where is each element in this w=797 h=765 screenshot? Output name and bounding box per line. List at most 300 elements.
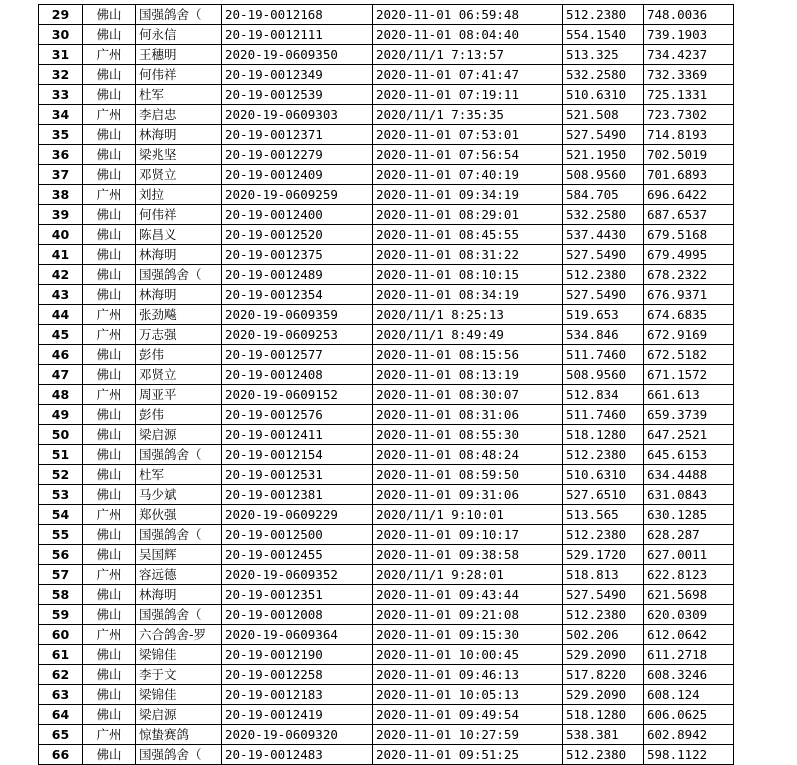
- rank-cell: 46: [39, 345, 83, 365]
- owner-cell: 李于文: [136, 665, 222, 685]
- rank-cell: 56: [39, 545, 83, 565]
- rank-cell: 66: [39, 745, 83, 765]
- ring-number-cell: 20-19-0012349: [222, 65, 373, 85]
- speed-cell: 674.6835: [644, 305, 734, 325]
- arrival-time-cell: 2020-11-01 10:00:45: [373, 645, 563, 665]
- owner-cell: 容远德: [136, 565, 222, 585]
- rank-cell: 63: [39, 685, 83, 705]
- table-row: [39, 105, 734, 125]
- owner-cell: 国强鸽舍（: [136, 605, 222, 625]
- ring-number-cell: 20-19-0012351: [222, 585, 373, 605]
- ring-number-cell: 2020-19-0609253: [222, 325, 373, 345]
- arrival-time-cell: 2020-11-01 10:05:13: [373, 685, 563, 705]
- ring-number-cell: 20-19-0012111: [222, 25, 373, 45]
- distance-cell: 512.2380: [563, 525, 644, 545]
- rank-cell: 38: [39, 185, 83, 205]
- region-cell: 佛山: [83, 25, 136, 45]
- ring-number-cell: 20-19-0012500: [222, 525, 373, 545]
- distance-cell: 508.9560: [563, 365, 644, 385]
- owner-cell: 惊蛰赛鸽: [136, 725, 222, 745]
- owner-cell: 国强鸽舍（: [136, 5, 222, 25]
- table-row: [39, 305, 734, 325]
- rank-cell: 60: [39, 625, 83, 645]
- arrival-time-cell: 2020/11/1 8:49:49: [373, 325, 563, 345]
- table-row: [39, 745, 734, 765]
- rank-cell: 40: [39, 225, 83, 245]
- table-row: [39, 725, 734, 745]
- region-cell: 广州: [83, 385, 136, 405]
- owner-cell: 林海明: [136, 285, 222, 305]
- owner-cell: 国强鸽舍（: [136, 745, 222, 765]
- distance-cell: 510.6310: [563, 85, 644, 105]
- distance-cell: 512.2380: [563, 745, 644, 765]
- table-row: [39, 625, 734, 645]
- region-cell: 广州: [83, 45, 136, 65]
- owner-cell: 张劲飚: [136, 305, 222, 325]
- region-cell: 佛山: [83, 205, 136, 225]
- arrival-time-cell: 2020/11/1 9:28:01: [373, 565, 563, 585]
- arrival-time-cell: 2020-11-01 08:48:24: [373, 445, 563, 465]
- speed-cell: 679.4995: [644, 245, 734, 265]
- speed-cell: 611.2718: [644, 645, 734, 665]
- owner-cell: 何伟祥: [136, 205, 222, 225]
- ring-number-cell: 20-19-0012520: [222, 225, 373, 245]
- arrival-time-cell: 2020-11-01 07:53:01: [373, 125, 563, 145]
- region-cell: 广州: [83, 325, 136, 345]
- region-cell: 佛山: [83, 285, 136, 305]
- region-cell: 佛山: [83, 745, 136, 765]
- table-row: [39, 505, 734, 525]
- distance-cell: 513.565: [563, 505, 644, 525]
- speed-cell: 606.0625: [644, 705, 734, 725]
- owner-cell: 彭伟: [136, 345, 222, 365]
- owner-cell: 邓贤立: [136, 365, 222, 385]
- distance-cell: 584.705: [563, 185, 644, 205]
- ring-number-cell: 2020-19-0609259: [222, 185, 373, 205]
- ring-number-cell: 20-19-0012168: [222, 5, 373, 25]
- distance-cell: 554.1540: [563, 25, 644, 45]
- distance-cell: 527.5490: [563, 585, 644, 605]
- region-cell: 佛山: [83, 65, 136, 85]
- region-cell: 广州: [83, 725, 136, 745]
- table-row: [39, 585, 734, 605]
- speed-cell: 676.9371: [644, 285, 734, 305]
- owner-cell: 林海明: [136, 245, 222, 265]
- table-row: [39, 645, 734, 665]
- arrival-time-cell: 2020-11-01 09:34:19: [373, 185, 563, 205]
- distance-cell: 511.7460: [563, 405, 644, 425]
- arrival-time-cell: 2020-11-01 08:31:22: [373, 245, 563, 265]
- arrival-time-cell: 2020/11/1 9:10:01: [373, 505, 563, 525]
- ring-number-cell: 20-19-0012183: [222, 685, 373, 705]
- arrival-time-cell: 2020-11-01 09:46:13: [373, 665, 563, 685]
- speed-cell: 628.287: [644, 525, 734, 545]
- owner-cell: 陈昌义: [136, 225, 222, 245]
- region-cell: 广州: [83, 565, 136, 585]
- speed-cell: 748.0036: [644, 5, 734, 25]
- distance-cell: 512.2380: [563, 605, 644, 625]
- table-row: [39, 685, 734, 705]
- owner-cell: 六合鸽舍-罗: [136, 625, 222, 645]
- rank-cell: 49: [39, 405, 83, 425]
- region-cell: 佛山: [83, 605, 136, 625]
- owner-cell: 周亚平: [136, 385, 222, 405]
- rank-cell: 35: [39, 125, 83, 145]
- speed-cell: 725.1331: [644, 85, 734, 105]
- speed-cell: 659.3739: [644, 405, 734, 425]
- speed-cell: 622.8123: [644, 565, 734, 585]
- ring-number-cell: 20-19-0012576: [222, 405, 373, 425]
- table-row: [39, 265, 734, 285]
- region-cell: 佛山: [83, 265, 136, 285]
- table-row: [39, 545, 734, 565]
- owner-cell: 李启忠: [136, 105, 222, 125]
- speed-cell: 696.6422: [644, 185, 734, 205]
- owner-cell: 刘拉: [136, 185, 222, 205]
- region-cell: 佛山: [83, 705, 136, 725]
- speed-cell: 612.0642: [644, 625, 734, 645]
- arrival-time-cell: 2020-11-01 08:31:06: [373, 405, 563, 425]
- distance-cell: 512.2380: [563, 5, 644, 25]
- region-cell: 佛山: [83, 245, 136, 265]
- ring-number-cell: 20-19-0012381: [222, 485, 373, 505]
- arrival-time-cell: 2020-11-01 09:38:58: [373, 545, 563, 565]
- distance-cell: 529.1720: [563, 545, 644, 565]
- region-cell: 佛山: [83, 445, 136, 465]
- owner-cell: 梁兆坚: [136, 145, 222, 165]
- rank-cell: 43: [39, 285, 83, 305]
- ring-number-cell: 20-19-0012455: [222, 545, 373, 565]
- rank-cell: 41: [39, 245, 83, 265]
- speed-cell: 734.4237: [644, 45, 734, 65]
- results-table: [38, 4, 734, 765]
- rank-cell: 58: [39, 585, 83, 605]
- owner-cell: 国强鸽舍（: [136, 525, 222, 545]
- table-row: [39, 5, 734, 25]
- rank-cell: 36: [39, 145, 83, 165]
- ring-number-cell: 20-19-0012371: [222, 125, 373, 145]
- ring-number-cell: 20-19-0012409: [222, 165, 373, 185]
- arrival-time-cell: 2020-11-01 08:34:19: [373, 285, 563, 305]
- arrival-time-cell: 2020-11-01 07:41:47: [373, 65, 563, 85]
- region-cell: 佛山: [83, 365, 136, 385]
- table-row: [39, 185, 734, 205]
- speed-cell: 631.0843: [644, 485, 734, 505]
- distance-cell: 519.653: [563, 305, 644, 325]
- rank-cell: 34: [39, 105, 83, 125]
- table-row: [39, 485, 734, 505]
- arrival-time-cell: 2020-11-01 08:10:15: [373, 265, 563, 285]
- speed-cell: 602.8942: [644, 725, 734, 745]
- owner-cell: 何伟祥: [136, 65, 222, 85]
- owner-cell: 马少斌: [136, 485, 222, 505]
- distance-cell: 527.5490: [563, 245, 644, 265]
- owner-cell: 梁启源: [136, 705, 222, 725]
- rank-cell: 55: [39, 525, 83, 545]
- ring-number-cell: 20-19-0012531: [222, 465, 373, 485]
- region-cell: 广州: [83, 185, 136, 205]
- table-row: [39, 325, 734, 345]
- distance-cell: 529.2090: [563, 645, 644, 665]
- speed-cell: 608.3246: [644, 665, 734, 685]
- distance-cell: 529.2090: [563, 685, 644, 705]
- table-row: [39, 25, 734, 45]
- distance-cell: 527.6510: [563, 485, 644, 505]
- rank-cell: 62: [39, 665, 83, 685]
- owner-cell: 梁锦佳: [136, 645, 222, 665]
- speed-cell: 645.6153: [644, 445, 734, 465]
- rank-cell: 53: [39, 485, 83, 505]
- arrival-time-cell: 2020-11-01 07:19:11: [373, 85, 563, 105]
- ring-number-cell: 2020-19-0609350: [222, 45, 373, 65]
- rank-cell: 30: [39, 25, 83, 45]
- ring-number-cell: 20-19-0012279: [222, 145, 373, 165]
- arrival-time-cell: 2020-11-01 08:29:01: [373, 205, 563, 225]
- distance-cell: 508.9560: [563, 165, 644, 185]
- owner-cell: 万志强: [136, 325, 222, 345]
- table-row: [39, 285, 734, 305]
- owner-cell: 梁锦佳: [136, 685, 222, 705]
- table-row: [39, 145, 734, 165]
- owner-cell: 国强鸽舍（: [136, 445, 222, 465]
- arrival-time-cell: 2020-11-01 08:13:19: [373, 365, 563, 385]
- region-cell: 佛山: [83, 485, 136, 505]
- owner-cell: 国强鸽舍（: [136, 265, 222, 285]
- distance-cell: 517.8220: [563, 665, 644, 685]
- table-body: [39, 5, 734, 765]
- distance-cell: 537.4430: [563, 225, 644, 245]
- arrival-time-cell: 2020-11-01 08:15:56: [373, 345, 563, 365]
- table-row: [39, 605, 734, 625]
- owner-cell: 郑伙强: [136, 505, 222, 525]
- table-row: [39, 445, 734, 465]
- speed-cell: 661.613: [644, 385, 734, 405]
- arrival-time-cell: 2020-11-01 09:15:30: [373, 625, 563, 645]
- distance-cell: 511.7460: [563, 345, 644, 365]
- distance-cell: 532.2580: [563, 205, 644, 225]
- table-row: [39, 465, 734, 485]
- distance-cell: 521.1950: [563, 145, 644, 165]
- speed-cell: 739.1903: [644, 25, 734, 45]
- arrival-time-cell: 2020-11-01 07:40:19: [373, 165, 563, 185]
- rank-cell: 61: [39, 645, 83, 665]
- rank-cell: 42: [39, 265, 83, 285]
- owner-cell: 杜军: [136, 465, 222, 485]
- distance-cell: 527.5490: [563, 285, 644, 305]
- distance-cell: 521.508: [563, 105, 644, 125]
- arrival-time-cell: 2020-11-01 09:21:08: [373, 605, 563, 625]
- rank-cell: 48: [39, 385, 83, 405]
- region-cell: 佛山: [83, 525, 136, 545]
- arrival-time-cell: 2020/11/1 8:25:13: [373, 305, 563, 325]
- owner-cell: 林海明: [136, 125, 222, 145]
- speed-cell: 620.0309: [644, 605, 734, 625]
- table-row: [39, 245, 734, 265]
- speed-cell: 627.0011: [644, 545, 734, 565]
- distance-cell: 513.325: [563, 45, 644, 65]
- table-row: [39, 705, 734, 725]
- ring-number-cell: 2020-19-0609229: [222, 505, 373, 525]
- region-cell: 佛山: [83, 125, 136, 145]
- arrival-time-cell: 2020-11-01 09:10:17: [373, 525, 563, 545]
- arrival-time-cell: 2020-11-01 08:59:50: [373, 465, 563, 485]
- rank-cell: 32: [39, 65, 83, 85]
- speed-cell: 723.7302: [644, 105, 734, 125]
- arrival-time-cell: 2020-11-01 08:45:55: [373, 225, 563, 245]
- speed-cell: 630.1285: [644, 505, 734, 525]
- speed-cell: 647.2521: [644, 425, 734, 445]
- table-row: [39, 225, 734, 245]
- speed-cell: 672.9169: [644, 325, 734, 345]
- region-cell: 广州: [83, 625, 136, 645]
- arrival-time-cell: 2020-11-01 08:55:30: [373, 425, 563, 445]
- region-cell: 佛山: [83, 405, 136, 425]
- rank-cell: 51: [39, 445, 83, 465]
- speed-cell: 714.8193: [644, 125, 734, 145]
- table-row: [39, 345, 734, 365]
- distance-cell: 510.6310: [563, 465, 644, 485]
- owner-cell: 梁启源: [136, 425, 222, 445]
- speed-cell: 702.5019: [644, 145, 734, 165]
- arrival-time-cell: 2020/11/1 7:13:57: [373, 45, 563, 65]
- region-cell: 佛山: [83, 165, 136, 185]
- distance-cell: 518.813: [563, 565, 644, 585]
- region-cell: 佛山: [83, 545, 136, 565]
- ring-number-cell: 2020-19-0609320: [222, 725, 373, 745]
- arrival-time-cell: 2020-11-01 09:43:44: [373, 585, 563, 605]
- table-row: [39, 85, 734, 105]
- arrival-time-cell: 2020-11-01 07:56:54: [373, 145, 563, 165]
- table-row: [39, 65, 734, 85]
- ring-number-cell: 20-19-0012258: [222, 665, 373, 685]
- ring-number-cell: 20-19-0012419: [222, 705, 373, 725]
- owner-cell: 邓贤立: [136, 165, 222, 185]
- ring-number-cell: 20-19-0012400: [222, 205, 373, 225]
- speed-cell: 687.6537: [644, 205, 734, 225]
- region-cell: 佛山: [83, 225, 136, 245]
- table-row: [39, 365, 734, 385]
- distance-cell: 538.381: [563, 725, 644, 745]
- rank-cell: 31: [39, 45, 83, 65]
- region-cell: 广州: [83, 105, 136, 125]
- rank-cell: 52: [39, 465, 83, 485]
- arrival-time-cell: 2020-11-01 08:30:07: [373, 385, 563, 405]
- region-cell: 佛山: [83, 5, 136, 25]
- distance-cell: 518.1280: [563, 425, 644, 445]
- distance-cell: 534.846: [563, 325, 644, 345]
- speed-cell: 732.3369: [644, 65, 734, 85]
- region-cell: 佛山: [83, 665, 136, 685]
- table-row: [39, 665, 734, 685]
- rank-cell: 65: [39, 725, 83, 745]
- region-cell: 佛山: [83, 645, 136, 665]
- region-cell: 广州: [83, 305, 136, 325]
- table-row: [39, 565, 734, 585]
- ring-number-cell: 20-19-0012154: [222, 445, 373, 465]
- distance-cell: 518.1280: [563, 705, 644, 725]
- owner-cell: 吴国辉: [136, 545, 222, 565]
- distance-cell: 502.206: [563, 625, 644, 645]
- owner-cell: 王穗明: [136, 45, 222, 65]
- ring-number-cell: 2020-19-0609364: [222, 625, 373, 645]
- rank-cell: 44: [39, 305, 83, 325]
- rank-cell: 54: [39, 505, 83, 525]
- region-cell: 广州: [83, 505, 136, 525]
- ring-number-cell: 20-19-0012375: [222, 245, 373, 265]
- region-cell: 佛山: [83, 85, 136, 105]
- owner-cell: 林海明: [136, 585, 222, 605]
- ring-number-cell: 20-19-0012408: [222, 365, 373, 385]
- table-row: [39, 525, 734, 545]
- region-cell: 佛山: [83, 425, 136, 445]
- arrival-time-cell: 2020-11-01 08:04:40: [373, 25, 563, 45]
- rank-cell: 33: [39, 85, 83, 105]
- speed-cell: 678.2322: [644, 265, 734, 285]
- table-row: [39, 425, 734, 445]
- owner-cell: 彭伟: [136, 405, 222, 425]
- speed-cell: 672.5182: [644, 345, 734, 365]
- ring-number-cell: 20-19-0012539: [222, 85, 373, 105]
- arrival-time-cell: 2020-11-01 10:27:59: [373, 725, 563, 745]
- ring-number-cell: 20-19-0012190: [222, 645, 373, 665]
- speed-cell: 608.124: [644, 685, 734, 705]
- rank-cell: 50: [39, 425, 83, 445]
- ring-number-cell: 20-19-0012411: [222, 425, 373, 445]
- arrival-time-cell: 2020-11-01 06:59:48: [373, 5, 563, 25]
- rank-cell: 47: [39, 365, 83, 385]
- speed-cell: 621.5698: [644, 585, 734, 605]
- table-row: [39, 125, 734, 145]
- rank-cell: 59: [39, 605, 83, 625]
- distance-cell: 512.834: [563, 385, 644, 405]
- speed-cell: 598.1122: [644, 745, 734, 765]
- rank-cell: 39: [39, 205, 83, 225]
- table-row: [39, 45, 734, 65]
- region-cell: 佛山: [83, 585, 136, 605]
- distance-cell: 512.2380: [563, 445, 644, 465]
- arrival-time-cell: 2020-11-01 09:31:06: [373, 485, 563, 505]
- region-cell: 佛山: [83, 145, 136, 165]
- owner-cell: 何永信: [136, 25, 222, 45]
- distance-cell: 512.2380: [563, 265, 644, 285]
- ring-number-cell: 20-19-0012489: [222, 265, 373, 285]
- rank-cell: 57: [39, 565, 83, 585]
- speed-cell: 634.4488: [644, 465, 734, 485]
- ring-number-cell: 20-19-0012577: [222, 345, 373, 365]
- arrival-time-cell: 2020-11-01 09:51:25: [373, 745, 563, 765]
- region-cell: 佛山: [83, 345, 136, 365]
- speed-cell: 701.6893: [644, 165, 734, 185]
- owner-cell: 杜军: [136, 85, 222, 105]
- speed-cell: 679.5168: [644, 225, 734, 245]
- arrival-time-cell: 2020/11/1 7:35:35: [373, 105, 563, 125]
- ring-number-cell: 2020-19-0609152: [222, 385, 373, 405]
- rank-cell: 37: [39, 165, 83, 185]
- arrival-time-cell: 2020-11-01 09:49:54: [373, 705, 563, 725]
- ring-number-cell: 2020-19-0609359: [222, 305, 373, 325]
- rank-cell: 29: [39, 5, 83, 25]
- table-row: [39, 405, 734, 425]
- table-row: [39, 385, 734, 405]
- table-row: [39, 205, 734, 225]
- rank-cell: 45: [39, 325, 83, 345]
- ring-number-cell: 20-19-0012354: [222, 285, 373, 305]
- ring-number-cell: 20-19-0012483: [222, 745, 373, 765]
- region-cell: 佛山: [83, 465, 136, 485]
- speed-cell: 671.1572: [644, 365, 734, 385]
- ring-number-cell: 2020-19-0609303: [222, 105, 373, 125]
- distance-cell: 532.2580: [563, 65, 644, 85]
